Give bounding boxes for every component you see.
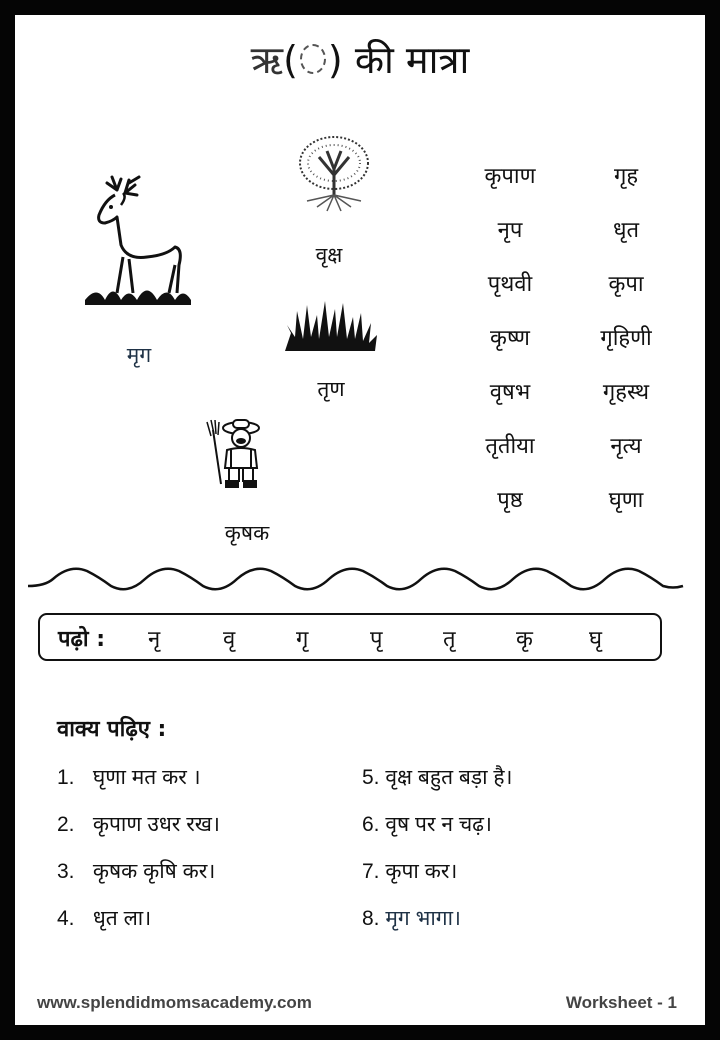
sentence-text: वृष पर न चढ़। bbox=[385, 813, 492, 836]
word-item: वृषभ bbox=[489, 380, 531, 405]
word-item: कृष्ण bbox=[490, 326, 530, 351]
word-item: घृणा bbox=[608, 488, 644, 513]
sentence-item bbox=[57, 857, 215, 885]
sentence-text: कृपाण उधर रख। bbox=[92, 813, 220, 836]
sentence-item bbox=[57, 810, 220, 838]
page-title bbox=[15, 33, 705, 85]
word-item: धृत bbox=[612, 218, 640, 243]
sentence-text: घृणा मत कर । bbox=[92, 766, 201, 789]
sentence-text: वृक्ष बहुत बड़ा है। bbox=[385, 766, 513, 789]
word-item: पृष्ठ bbox=[497, 488, 523, 513]
picture-label-deer: मृग bbox=[126, 343, 152, 367]
sentence-item bbox=[57, 763, 201, 791]
sentence-number: 7. bbox=[362, 860, 380, 883]
website-link[interactable]: www.splendidmomsacademy.com bbox=[37, 993, 312, 1012]
worksheet-number: Worksheet - 1 bbox=[565, 993, 677, 1012]
read-letters-box bbox=[38, 613, 662, 661]
sentence-item bbox=[362, 810, 492, 838]
word-item: पृथवी bbox=[487, 272, 533, 297]
sentence-number: 8. bbox=[362, 907, 380, 930]
sentence-text: कृपा कर। bbox=[385, 860, 458, 883]
word-item: नृत्य bbox=[610, 434, 642, 459]
sentence-item bbox=[362, 857, 457, 885]
read-letter: गृ bbox=[296, 627, 309, 652]
read-letter: पृ bbox=[370, 627, 383, 652]
sentence-number: 3. bbox=[57, 860, 75, 883]
sentence-number: 2. bbox=[57, 813, 75, 836]
word-item: गृह bbox=[613, 164, 639, 189]
word-item: कृपा bbox=[608, 272, 644, 297]
sentence-text: धृत ला। bbox=[92, 907, 152, 930]
read-letter: तृ bbox=[443, 627, 456, 652]
title-letter: ऋ bbox=[250, 38, 284, 82]
word-item: गृहस्थ bbox=[602, 380, 650, 405]
word-item: नृप bbox=[497, 218, 523, 243]
word-item: गृहिणी bbox=[600, 326, 652, 351]
title-close-paren: ) bbox=[327, 38, 343, 82]
read-letter: घृ bbox=[589, 627, 603, 652]
title-text: की मात्रा bbox=[354, 38, 470, 82]
dotted-circle-icon bbox=[300, 44, 326, 74]
sentence-number: 4. bbox=[57, 907, 75, 930]
sentence-number: 6. bbox=[362, 813, 380, 836]
picture-label-farmer: कृषक bbox=[224, 521, 270, 545]
sentence-text: कृषक कृषि कर। bbox=[92, 860, 216, 883]
sentence-item bbox=[362, 904, 461, 932]
sentence-number: 5. bbox=[362, 766, 380, 789]
picture-label-grass: तृण bbox=[317, 377, 345, 401]
read-letter: वृ bbox=[223, 627, 236, 652]
sentence-number: 1. bbox=[57, 766, 75, 789]
wavy-divider bbox=[25, 563, 690, 599]
read-letter: कृ bbox=[516, 627, 533, 652]
sentence-item bbox=[57, 904, 151, 932]
title-open-paren: ( bbox=[283, 38, 298, 82]
farmer-icon bbox=[203, 418, 269, 490]
grass-icon bbox=[285, 297, 377, 351]
picture-label-tree: वृक्ष bbox=[315, 243, 343, 267]
deer-icon bbox=[77, 175, 197, 315]
tree-icon bbox=[297, 135, 371, 213]
read-letter: नृ bbox=[148, 627, 161, 652]
read-label: पढ़ो : bbox=[58, 627, 106, 652]
sentences-heading: वाक्य पढ़िए : bbox=[57, 717, 167, 742]
word-item: तृतीया bbox=[485, 434, 535, 459]
word-item: कृपाण bbox=[484, 164, 536, 189]
worksheet-page bbox=[15, 15, 705, 1025]
sentence-text: मृग भागा। bbox=[385, 907, 461, 930]
sentence-item bbox=[362, 763, 512, 791]
